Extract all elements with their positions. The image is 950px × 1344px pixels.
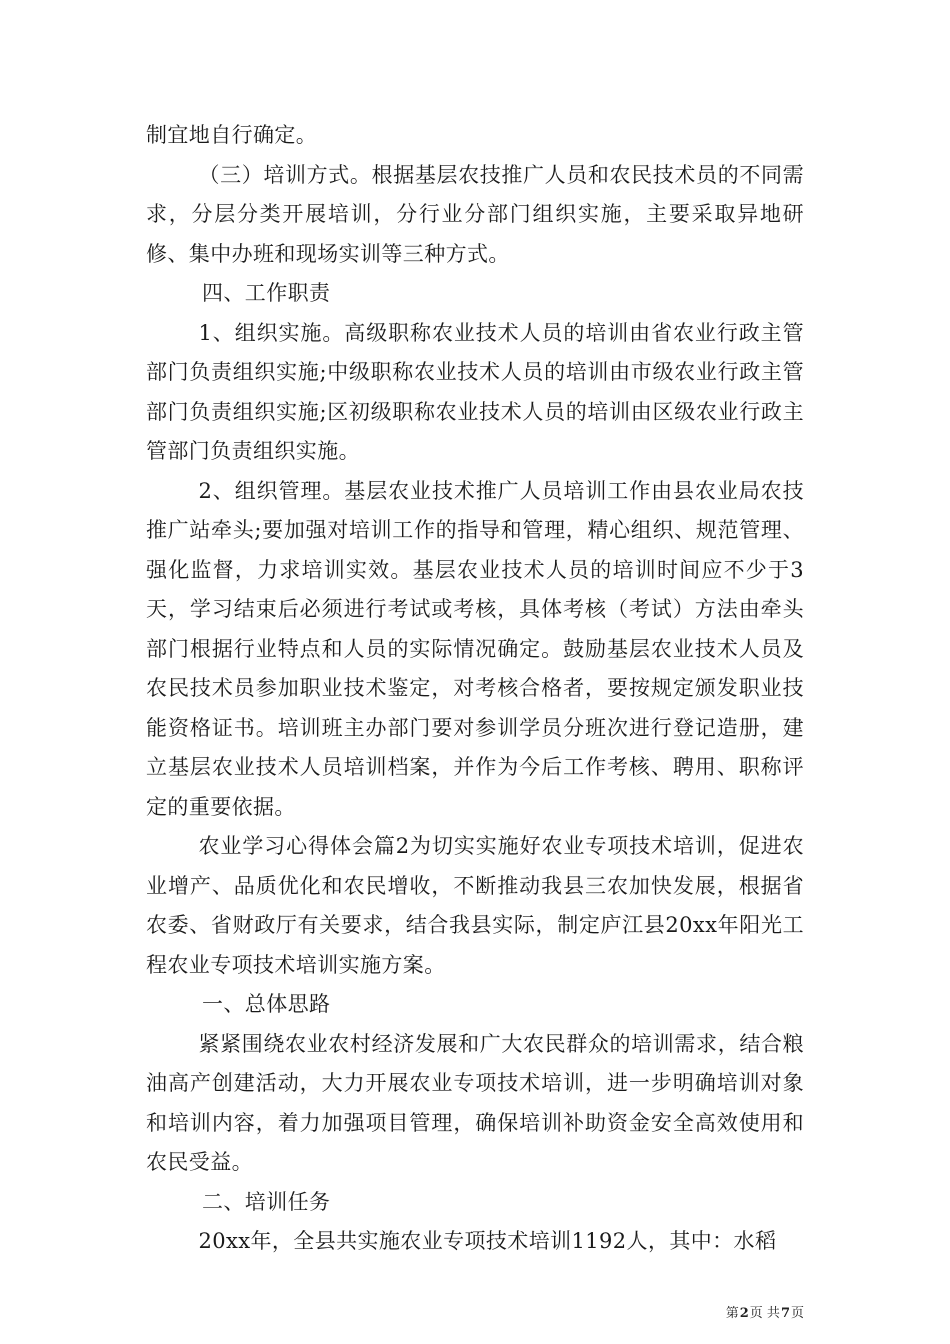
total-pages-number: 7 <box>780 1306 790 1321</box>
paragraph-organize-implement: 1、组织实施。高级职称农业技术人员的培训由省农业行政主管部门负责组织实施;中级职称农业技术人员的培训由市级农业行政主管部门负责组织实施;区初级职称农业技术人员的培训由区级农业行政主管部门负责组织实施。 <box>146 320 804 463</box>
section-heading-duties: 四、工作职责 <box>202 281 331 305</box>
paragraph-organize-manage: 2、组织管理。基层农业技术推广人员培训工作由县农业局农技推广站牵头;要加强对培训工作的指导和管理，精心组织、规范管理、强化监督，力求培训实效。基层农业技术人员的培训时间应不少于3天，学习结束后必须进行考试或考核，具体考核（考试）方法由牵头部门根据行业特点和人员的实际情况确定。鼓励基层农业技术人员及农民技术员参加职业技术鉴定，对考核合格者，要按规定颁发职业技能资格证书。培训班主办部门要对参训学员分班次进行登记造册，建立基层农业技术人员培训档案，并作为今后工作考核、聘用、职称评定的重要依据。 <box>146 478 804 819</box>
page-number-footer <box>726 1302 804 1321</box>
paragraph-training-tasks: 20xx年，全县共实施农业专项技术培训1192人，其中：水稻 <box>198 1229 777 1253</box>
footer-middle: 页 共 <box>749 1306 780 1321</box>
paragraph-continuation: 制宜地自行确定。 <box>146 123 318 147</box>
section-heading-training-tasks: 二、培训任务 <box>202 1189 331 1214</box>
section-heading-overall-idea: 一、总体思路 <box>202 992 331 1016</box>
paragraph-overall-idea: 紧紧围绕农业农村经济发展和广大农民群众的培训需求，结合粮油高产创建活动，大力开展农业专项技术培训，进一步明确培训对象和培训内容，着力加强项目管理，确保培训补助资金安全高效使用和农民受益。 <box>146 1031 804 1174</box>
current-page-number: 2 <box>739 1306 749 1321</box>
footer-suffix: 页 <box>790 1306 804 1321</box>
footer-prefix: 第 <box>725 1306 739 1321</box>
document-body <box>146 116 804 1262</box>
paragraph-article-2-intro: 农业学习心得体会篇2为切实实施好农业专项技术培训，促进农业增产、品质优化和农民增收，不断推动我县三农加快发展，根据省农委、省财政厅有关要求，结合我县实际，制定庐江县20xx年阳光工程农业专项技术培训实施方案。 <box>146 834 804 977</box>
paragraph-training-method: （三）培训方式。根据基层农技推广人员和农民技术员的不同需求，分层分类开展培训，分行业分部门组织实施，主要采取异地研修、集中办班和现场实训等三种方式。 <box>146 162 804 266</box>
